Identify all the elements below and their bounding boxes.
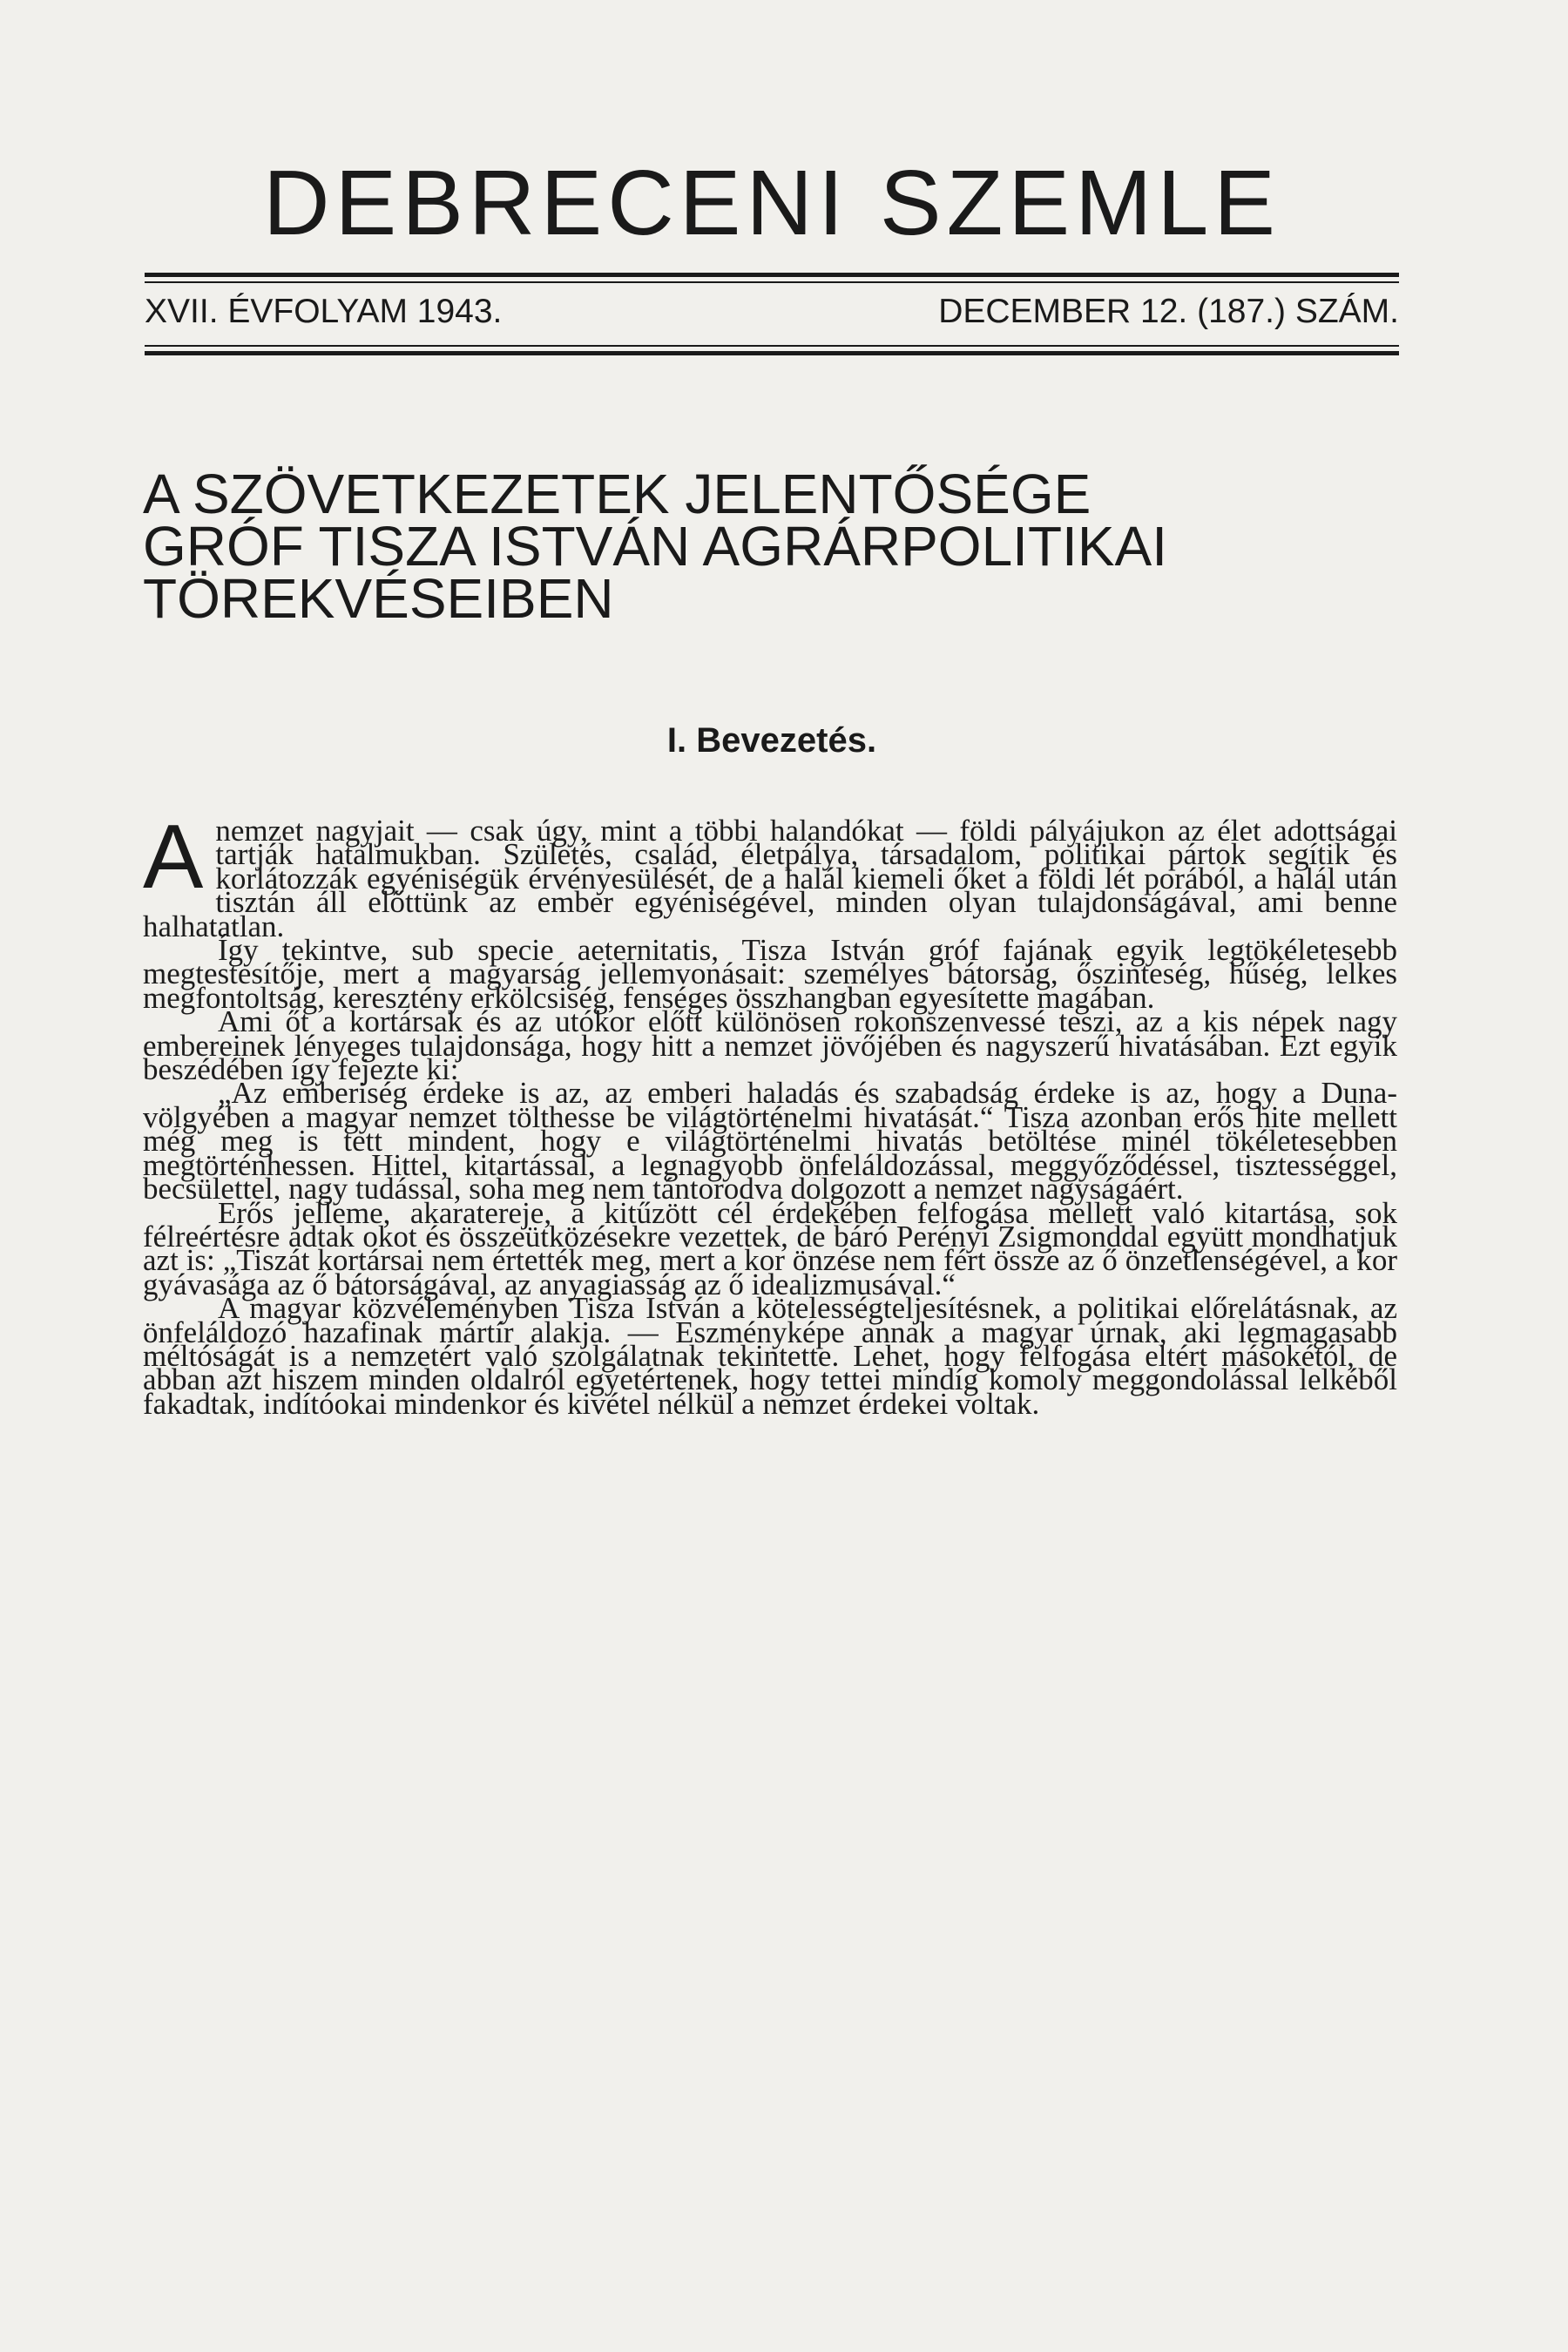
section-heading: I. Bevezetés. [666,721,877,760]
body-paragraph: A magyar közvéleményben Tisza István a kötelességteljesítésnek, a politikai előrelátásnak, az önfeláldozó hazafinak mártír alakja. — Eszményképe annak a magyar úrnak, aki legmagasabb méltóságát is a nemzetért való szolgálatnak tekintette. Lehet, hogy felfogása eltért másokétól, de abban azt hiszem minden oldalról egyetértenek, hogy tettei mindíg komoly meggondolással lelkéből fakadtak, indítóokai mindenkor és kivétel nélkül a nemzet érdekei voltak. [143,1291,1397,1421]
body-paragraph: Így tekintve, sub specie aeternitatis, Tisza István gróf fajának egyik legtökéletesebb megtestesítője, mert a magyarság jellemvonásait: személyes bátorság, őszinteség, hűség, lelkes megfontoltság, keresztény erkölcsiség, fenséges összhangban egyesítette magában. [143,933,1397,1015]
article-title-line: A SZÖVETKEZETEK JELENTŐSÉGE [143,463,1092,525]
article-title-line: GRÓF TISZA ISTVÁN AGRÁRPOLITIKAI [143,515,1167,578]
issue-date-number: DECEMBER 12. (187.) SZÁM. [938,293,1399,330]
masthead-rule-thick-top [145,273,1399,277]
body-paragraph: Ami őt a kortársak és az utókor előtt különösen rokonszenvessé teszi, az a kis népek nagy embereinek lényeges tulajdonsága, hogy hitt a nemzet jövőjében és nagyszerű hivatásában. Ezt egyik beszédében így fejezte ki: [143,1004,1397,1087]
masthead-rule-thick-bottom [145,351,1399,355]
journal-masthead: DEBRECENI SZEMLE [262,152,1281,254]
volume-year: XVII. ÉVFOLYAM 1943. [145,293,503,330]
article-title [143,463,1406,630]
masthead-rule-thin-top [145,281,1399,283]
drop-cap: A [143,807,204,908]
body-paragraph: „Az emberiség érdeke is az, az emberi haladás és szabadság érdeke is az, hogy a Duna-völgyében a magyar nemzet tölthesse be világtörténelmi hivatását.“ Tisza azonban erős hite mellett még meg is tett mindent, hogy e világtörténelmi hivatás betöltése minél tökéletesebben megtörténhessen. Hittel, kitartással, a legnagyobb önfeláldozással, meggyőződéssel, tisztességgel, becsülettel, nagy tudással, soha meg nem tántorodva dolgozott a nemzet nagyságáért. [143,1076,1397,1206]
masthead-rule-thin-bottom [145,345,1399,347]
issue-line [145,294,1399,328]
article-body [143,807,1397,1421]
body-paragraph: Erős jelleme, akaratereje, a kitűzött cél érdekében felfogása mellett való kitartása, sok félreértésre adtak okot és összeütközésekre vezettek, de báró Perényi Zsigmonddal együtt mondhatjuk azt is: „Tiszát kortársai nem értették meg, mert a kor önzése nem fért össze az ő önzetlenségével, a kor gyávasága az ő bátorságával, az anyagiasság az ő idealizmusával.“ [143,1195,1397,1301]
body-paragraph [143,807,1397,943]
paragraph-text: nemzet nagyjait — csak úgy, mint a többi halandókat — földi pályájukon az élet adottságai tartják hatalmukban. Születés, család, életpálya, társadalom, politikai pártok segítik és korlátozzák egyéniségük érvényesülését, de a halál kiemeli őket a földi lét porából, a halál után tisztán áll előttünk az ember egyéniségével, minden olyan tulajdonságával, ami benne halhatatlan. [143,814,1397,943]
article-title-line: TÖREKVÉSEIBEN [143,567,614,630]
